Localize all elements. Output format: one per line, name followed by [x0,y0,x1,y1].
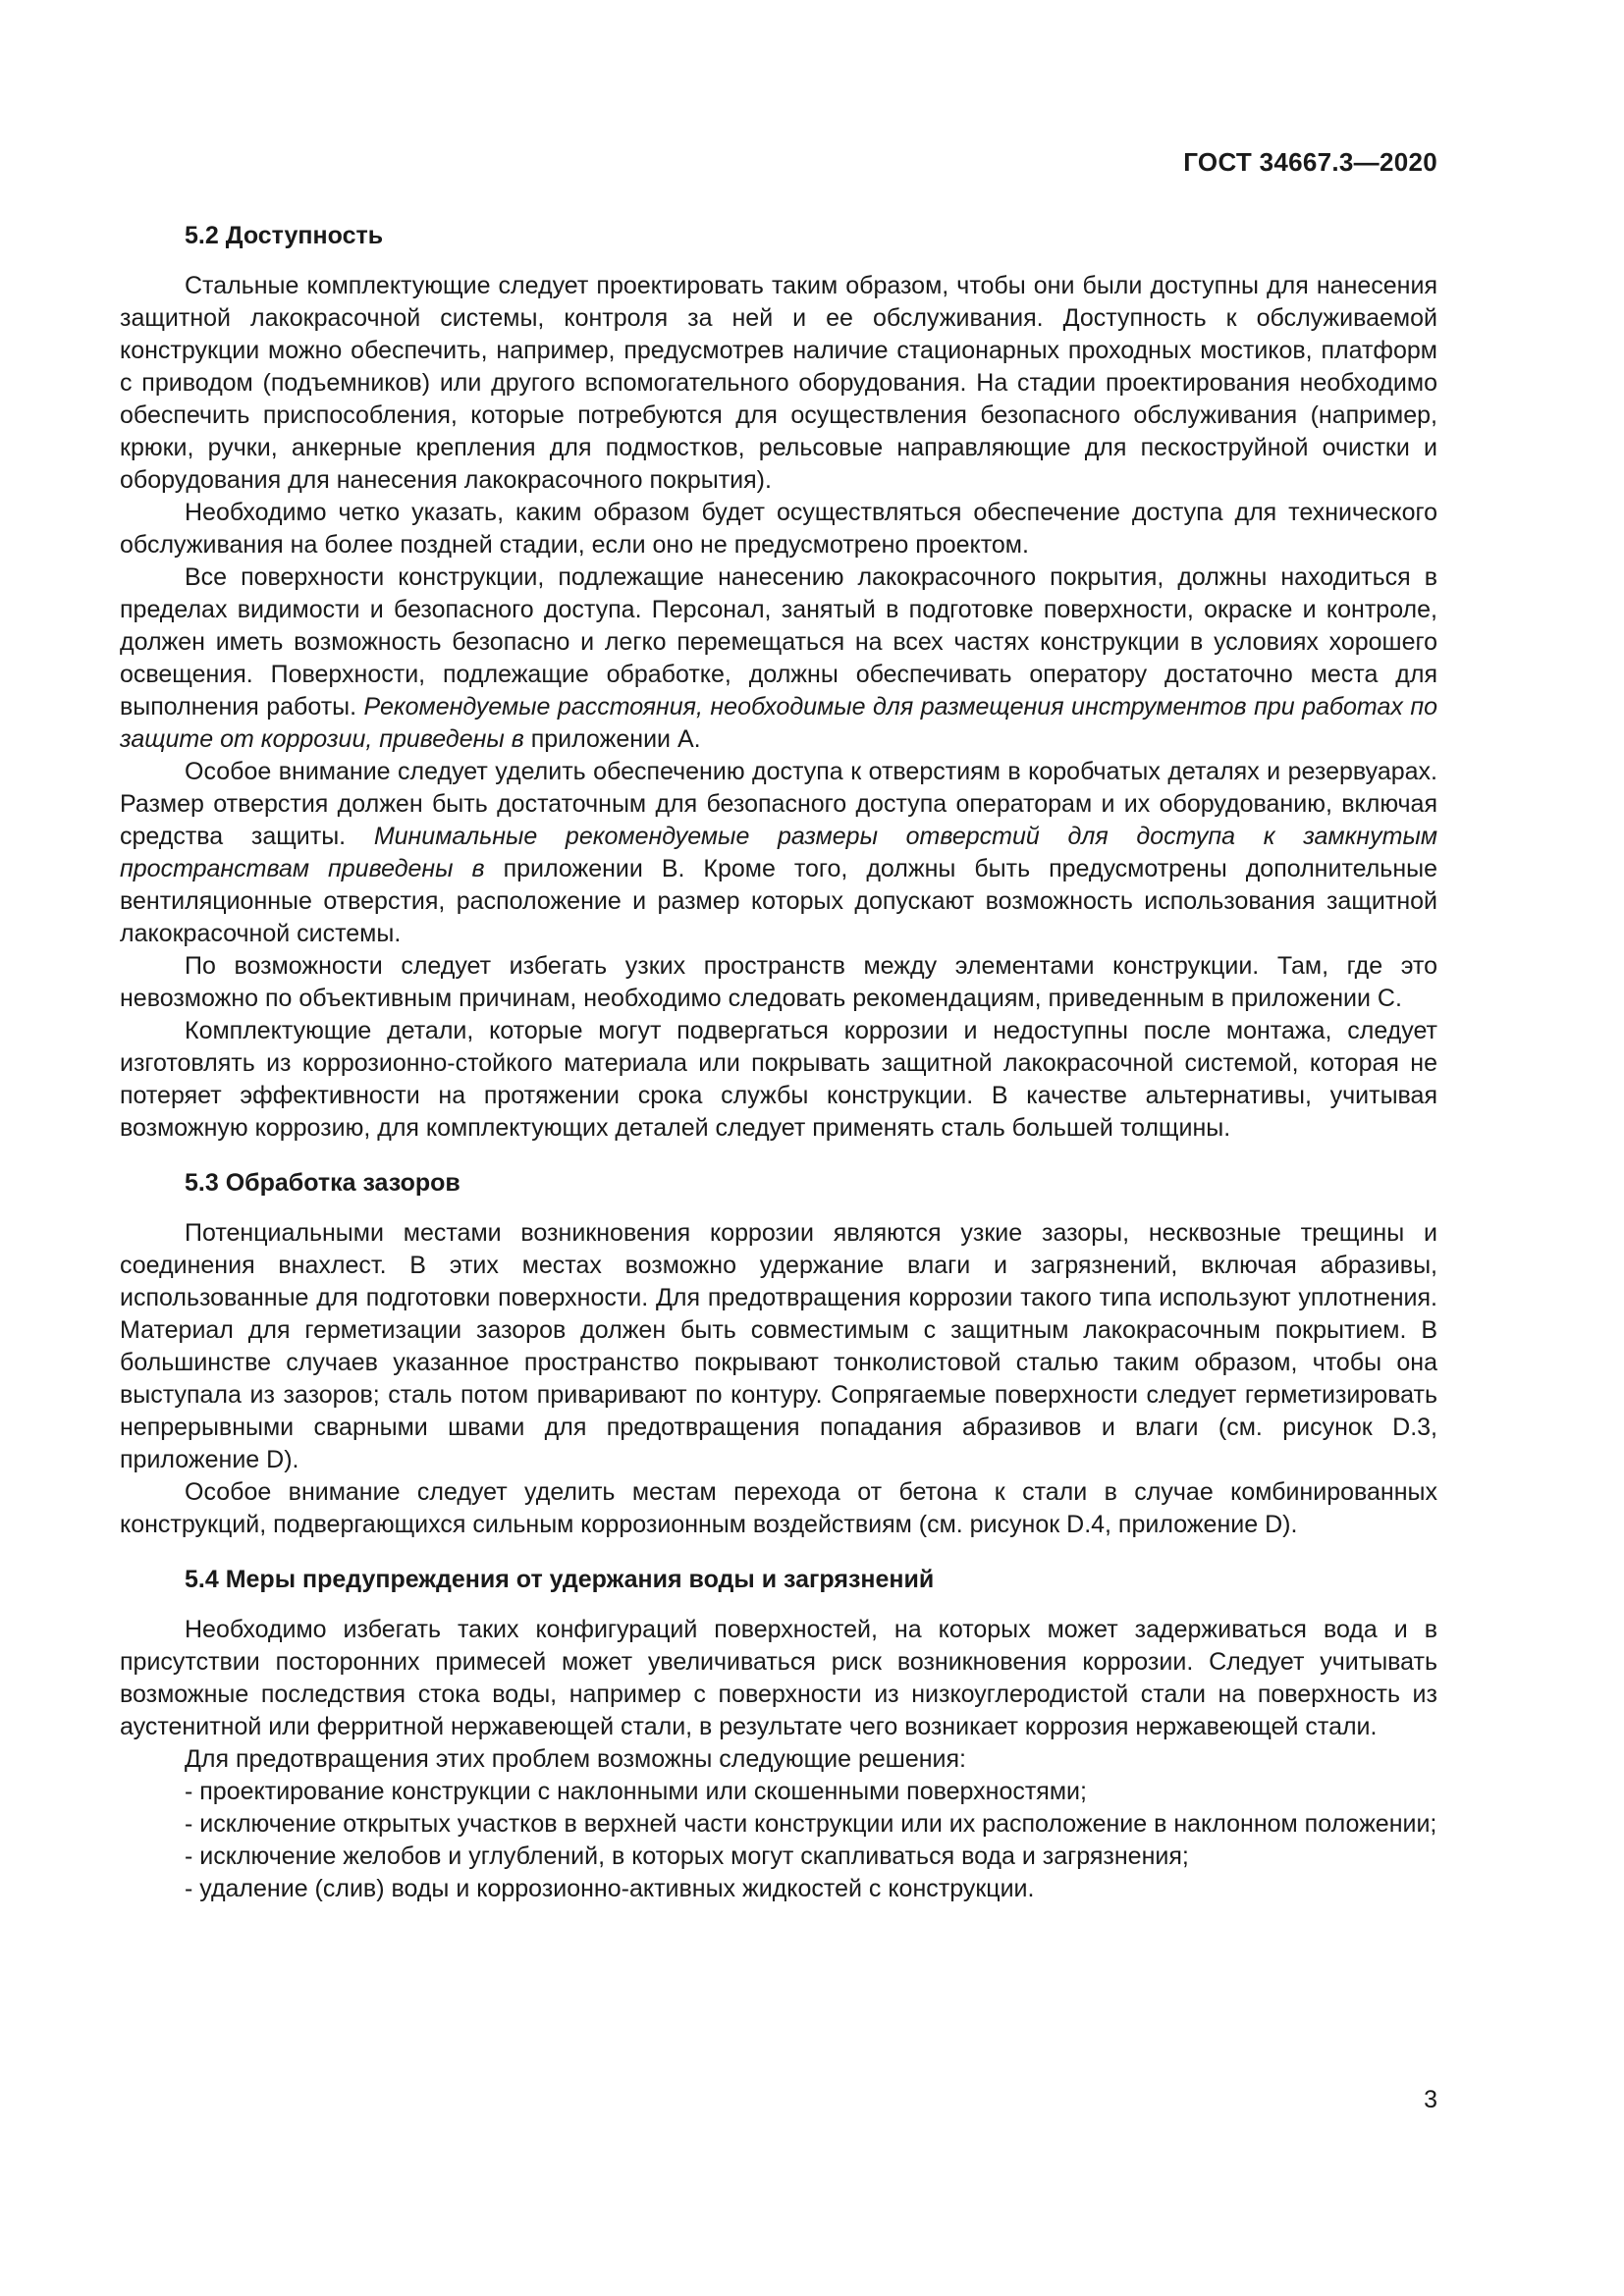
section-heading-5-2: 5.2 Доступность [185,222,384,249]
list-item: - удаление (слив) воды и коррозионно-активных жидкостей с конструкции. [185,1875,1035,1902]
paragraph: Для предотвращения этих проблем возможны следующие решения: [185,1745,966,1773]
section-5-2 [120,219,1437,1145]
paragraph [120,561,1437,756]
list-item: - исключение желобов и углублений, в которых могут скапливаться вода и загрязнения; [185,1842,1189,1870]
solutions-list [120,1776,1437,1905]
page-number: 3 [1424,2086,1437,2113]
document-code: ГОСТ 34667.3—2020 [1183,147,1437,177]
paragraph-text: Особое внимание следует уделить обеспечению доступа к отверстиям в коробчатых деталях и резервуарах. Размер отверстия должен быть достаточным для безопасного доступа операторам и их оборудованию, включая средства защиты. [120,758,1437,850]
section-5-3 [120,1166,1437,1541]
paragraph-text: приложении В. Кроме того, должны быть предусмотрены дополнительные вентиляционные отверстия, расположение и размер которых допускают возможность использования защитной лакокрасочной системы. [120,855,1437,947]
paragraph: По возможности следует избегать узких пространств между элементами конструкции. Там, где это невозможно по объективным причинам, необходимо следовать рекомендациям, приведенным в приложении С. [120,952,1437,1012]
section-heading-5-3: 5.3 Обработка зазоров [185,1169,460,1197]
paragraph [120,756,1437,950]
document-body [120,219,1437,1905]
italic-text: Рекомендуемые расстояния, необходимые для размещения инструментов при работах по защите от коррозии, приведены в [120,693,1437,753]
list-item: - исключение открытых участков в верхней части конструкции или их расположение в наклонном положении; [185,1810,1437,1838]
paragraph: Комплектующие детали, которые могут подвергаться коррозии и недоступны после монтажа, следует изготовлять из коррозионно-стойкого материала или покрывать защитной лакокрасочной системой, которая не потеряет эффективности на протяжении срока службы конструкции. В качестве альтернативы, учитывая возможную коррозию, для комплектующих деталей следует применять сталь большей толщины. [120,1017,1437,1142]
paragraph-text: приложении А. [523,725,701,753]
italic-text: Минимальные рекомендуемые размеры отверстий для доступа к замкнутым пространствам приведены в [120,823,1438,882]
paragraph: Потенциальными местами возникновения коррозии являются узкие зазоры, несквозные трещины и соединения внахлест. В этих местах возможно удержание влаги и загрязнений, включая абразивы, использованные для подготовки поверхности. Для предотвращения коррозии такого типа используют уплотнения. Материал для герметизации зазоров должен быть совместимым с защитным лакокрасочным покрытием. В большинстве случаев указанное пространство покрывают тонколистовой сталью таким образом, чтобы она выступала из зазоров; сталь потом приваривают по контуру. Сопрягаемые поверхности следует герметизировать непрерывными сварными швами для предотвращения попадания абразивов и влаги (см. рисунок D.3, приложение D). [120,1219,1437,1473]
paragraph: Особое внимание следует уделить местам перехода от бетона к стали в случае комбинированных конструкций, подвергающихся сильным коррозионным воздействиям (см. рисунок D.4, приложение D). [120,1478,1437,1538]
section-heading-5-4: 5.4 Меры предупреждения от удержания воды и загрязнений [185,1566,935,1593]
paragraph: Стальные комплектующие следует проектировать таким образом, чтобы они были доступны для нанесения защитной лакокрасочной системы, контроля за ней и ее обслуживания. Доступность к обслуживаемой конструкции можно обеспечить, например, предусмотрев наличие стационарных проходных мостиков, платформ с приводом (подъемников) или другого вспомогательного оборудования. На стадии проектирования необходимо обеспечить приспособления, которые потребуются для осуществления безопасного обслуживания (например, крюки, ручки, анкерные крепления для подмостков, рельсовые направляющие для пескоструйной очистки и оборудования для нанесения лакокрасочного покрытия). [120,272,1437,494]
list-item: - проектирование конструкции с наклонными или скошенными поверхностями; [185,1778,1087,1805]
section-5-4 [120,1563,1437,1905]
paragraph-text: Все поверхности конструкции, подлежащие нанесению лакокрасочного покрытия, должны находиться в пределах видимости и безопасного доступа. Персонал, занятый в подготовке поверхности, окраске и контроле, должен иметь возможность безопасно и легко перемещаться на всех частях конструкции в условиях хорошего освещения. Поверхности, подлежащие обработке, должны обеспечивать оператору достаточно места для выполнения работы. [120,563,1437,721]
paragraph: Необходимо четко указать, каким образом будет осуществляться обеспечение доступа для технического обслуживания на более поздней стадии, если оно не предусмотрено проектом. [120,499,1437,559]
paragraph: Необходимо избегать таких конфигураций поверхностей, на которых может задерживаться вода и в присутствии посторонних примесей может увеличиваться риск возникновения коррозии. Следует учитывать возможные последствия стока воды, например с поверхности из низкоуглеродистой стали на поверхность из аустенитной или ферритной нержавеющей стали, в результате чего возникает коррозия нержавеющей стали. [120,1616,1437,1740]
